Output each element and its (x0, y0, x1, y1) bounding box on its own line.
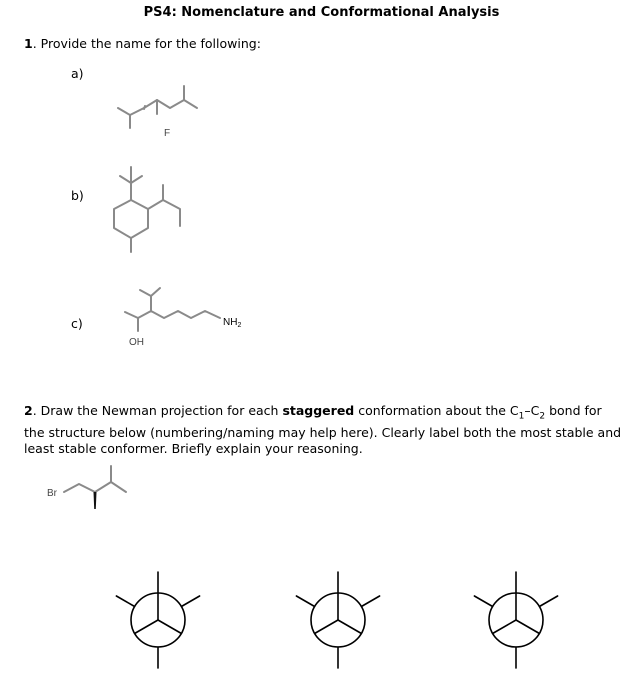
label-b: b) (71, 188, 84, 203)
page-title: PS4: Nomenclature and Conformational Analysis (143, 5, 500, 20)
question-2-number: 2 (24, 403, 33, 418)
atom-f: F (164, 128, 171, 139)
atom-oh: OH (129, 337, 144, 348)
newman-projection-1[interactable] (116, 572, 199, 668)
question-2-prompt: 2. Draw the Newman projection for each staggered conformation about the $C_1-C_2$ bond for the structure below (numbering/naming may help here). Clearly label both the most stable and least stable conformer. Briefly explain your reasoning. (24, 403, 622, 456)
question-1-text: . Provide the name for the following: (32, 36, 261, 51)
newman-projection-2[interactable] (296, 572, 379, 668)
atom-nh2: $NH_2$ (223, 317, 242, 329)
label-a: a) (71, 66, 84, 81)
emphasis-staggered: staggered (282, 403, 355, 418)
atom-br: Br (47, 488, 57, 499)
newman-projection-3[interactable] (474, 572, 557, 668)
question-1-number: 1 (24, 36, 33, 51)
label-c: c) (71, 316, 83, 331)
